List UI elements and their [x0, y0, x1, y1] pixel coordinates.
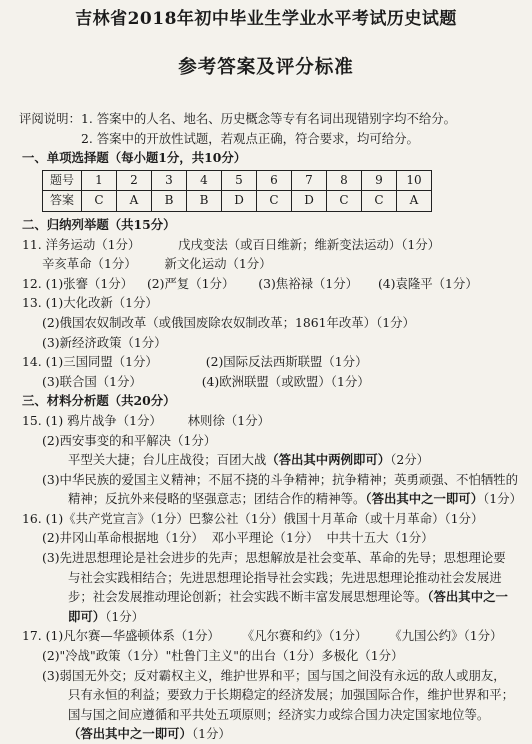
answer-text: 戊戌变法（或百日维新；维新变法运动）（1分） [178, 236, 441, 252]
answer-line [22, 254, 516, 274]
answer-line [22, 626, 516, 646]
answer-text: 《凡尔赛和约》（1分） [241, 628, 368, 644]
answer-text: (3)焦裕禄（1分） [258, 275, 359, 291]
table-cell: C [362, 191, 397, 212]
answer-text: (2)国际反法西斯联盟（1分） [205, 354, 368, 370]
table-cell: 9 [362, 170, 397, 191]
answer-line: (3)新经济政策（1分） [42, 334, 167, 350]
answer-line [22, 489, 522, 509]
table-cell: 8 [327, 170, 362, 191]
table-cell: B [152, 191, 187, 212]
answer-text: 《九国公约》（1分） [389, 628, 503, 644]
table-cell: 3 [152, 170, 187, 191]
table-cell: A [117, 191, 152, 212]
answer-text: 15. (1) 鸦片战争（1分） [22, 412, 162, 428]
question-number-row [43, 170, 432, 191]
answer-line: 16. (1)《共产党宣言》（1分）巴黎公社（1分）俄国十月革命（或十月革命）（1分） [22, 510, 484, 526]
answer-text: (3)联合国（1分） [42, 373, 142, 389]
table-cell: 4 [187, 170, 222, 191]
answer-text: 平型关大捷；台儿庄战役；百团大战 [68, 452, 267, 468]
table-cell: D [222, 191, 257, 212]
answer-text: 精神；反抗外来侵略的坚强意志；团结合作的精神等。 [68, 491, 366, 507]
score: （1分） [105, 608, 145, 624]
answer-text: (3)先进思想理论是社会进步的先声；思想解放是社会变革、革命的先导；思想理论要与社会实践相结合；先进思想理论指导社会实践；先进思想理论推动社会发展进步；社会发展推动理论创新；社会实践不断丰富发展思想理论等。 [42, 550, 506, 605]
answer-text: 12. (1)张謇（1分） [22, 275, 134, 291]
table-cell: C [257, 191, 292, 212]
table-cell: D [292, 191, 327, 212]
answer-line [22, 411, 516, 431]
answer-line: 13. (1)大化改新（1分） [22, 295, 158, 311]
table-cell: C [82, 191, 117, 212]
answer-key-subtitle: 参考答案及评分标准 [178, 57, 354, 78]
table-cell: B [187, 191, 222, 212]
grading-note-1: 评阅说明：1. 答案中的人名、地名、历史概念等专有名词出现错别字均不给分。 [19, 111, 457, 126]
answer-line [22, 372, 516, 392]
grading-note-2: 2. 答案中的开放性试题，若观点正确，符合要求，均可给分。 [81, 130, 419, 146]
mcq-answer-table [42, 170, 432, 212]
answer-paragraph [22, 666, 516, 725]
answer-row [43, 191, 432, 212]
answer-text: 11. 洋务运动（1分） [22, 236, 141, 252]
table-cell: A [397, 191, 432, 212]
section-2-heading: 二、归纳列举题（共15分） [22, 216, 176, 232]
grading-hint: （答出其中之一即可） [68, 589, 508, 624]
answer-line: (2)俄国农奴制改革（或俄国废除农奴制改革；1861年改革）（1分） [42, 314, 415, 330]
answer-line [22, 352, 516, 372]
section-3-heading: 三、材料分析题（共20分） [22, 393, 176, 409]
row-label: 题号 [43, 170, 82, 191]
answer-key-body [19, 109, 522, 744]
exam-title: 吉林省2018年初中毕业生学业水平考试历史试题 [75, 9, 457, 29]
table-cell: 6 [257, 170, 292, 191]
answer-line [22, 450, 516, 470]
grading-hint: （答出其中之一即可） [365, 491, 484, 507]
answer-line: (3)中华民族的爱国主义精神；不屈不挠的斗争精神；抗争精神；英勇顽强、不怕牺牲的 [42, 471, 519, 487]
score: （1分） [191, 726, 231, 742]
answer-text: 辛亥革命（1分） [42, 256, 137, 272]
row-label: 答案 [43, 191, 82, 212]
answer-line [22, 274, 516, 294]
grading-hint: （答出其中之一即可） [68, 726, 192, 742]
score: （2分） [390, 452, 430, 468]
answer-paragraph [22, 548, 516, 626]
answer-text: 新文化运动（1分） [164, 256, 272, 272]
answer-line: (2)井冈山革命根据地（1分） 邓小平理论（1分） 中共十五大（1分） [42, 530, 434, 546]
answer-line: (2)"冷战"政策（1分）"杜鲁门主义"的出台（1分）多极化（1分） [42, 648, 404, 664]
answer-text: (2)严复（1分） [146, 275, 235, 291]
table-cell: 1 [82, 170, 117, 191]
answer-line [22, 235, 516, 255]
table-cell: 10 [397, 170, 432, 191]
answer-text: 17. (1)凡尔赛—华盛顿体系（1分） [22, 628, 220, 644]
table-cell: 5 [222, 170, 257, 191]
section-1-heading: 一、单项选择题（每小题1分，共10分） [22, 150, 247, 166]
answer-text: 14. (1)三国同盟（1分） [22, 354, 158, 370]
table-cell: 7 [292, 170, 327, 191]
score: （1分） [483, 491, 522, 507]
table-cell: C [327, 191, 362, 212]
answer-text: (3)弱国无外交；反对霸权主义，维护世界和平；国与国之间没有永远的敌人或朋友，只有永恒的利益；要致力于长期稳定的经济发展；加强国际合作，维护世界和平；国与国之间应遵循和平共处五项原则；经济实力或综合国力决定国家地位等。 [42, 667, 515, 722]
answer-line: (2)西安事变的和平解决（1分） [42, 432, 217, 448]
answer-text: (4)欧洲联盟（或欧盟）（1分） [201, 373, 370, 389]
table-cell: 2 [117, 170, 152, 191]
answer-line [22, 724, 516, 744]
answer-text: (4)袁隆平（1分） [377, 275, 478, 291]
grading-hint: （答出其中两例即可） [266, 452, 391, 468]
answer-text: 林则徐（1分） [187, 412, 270, 428]
